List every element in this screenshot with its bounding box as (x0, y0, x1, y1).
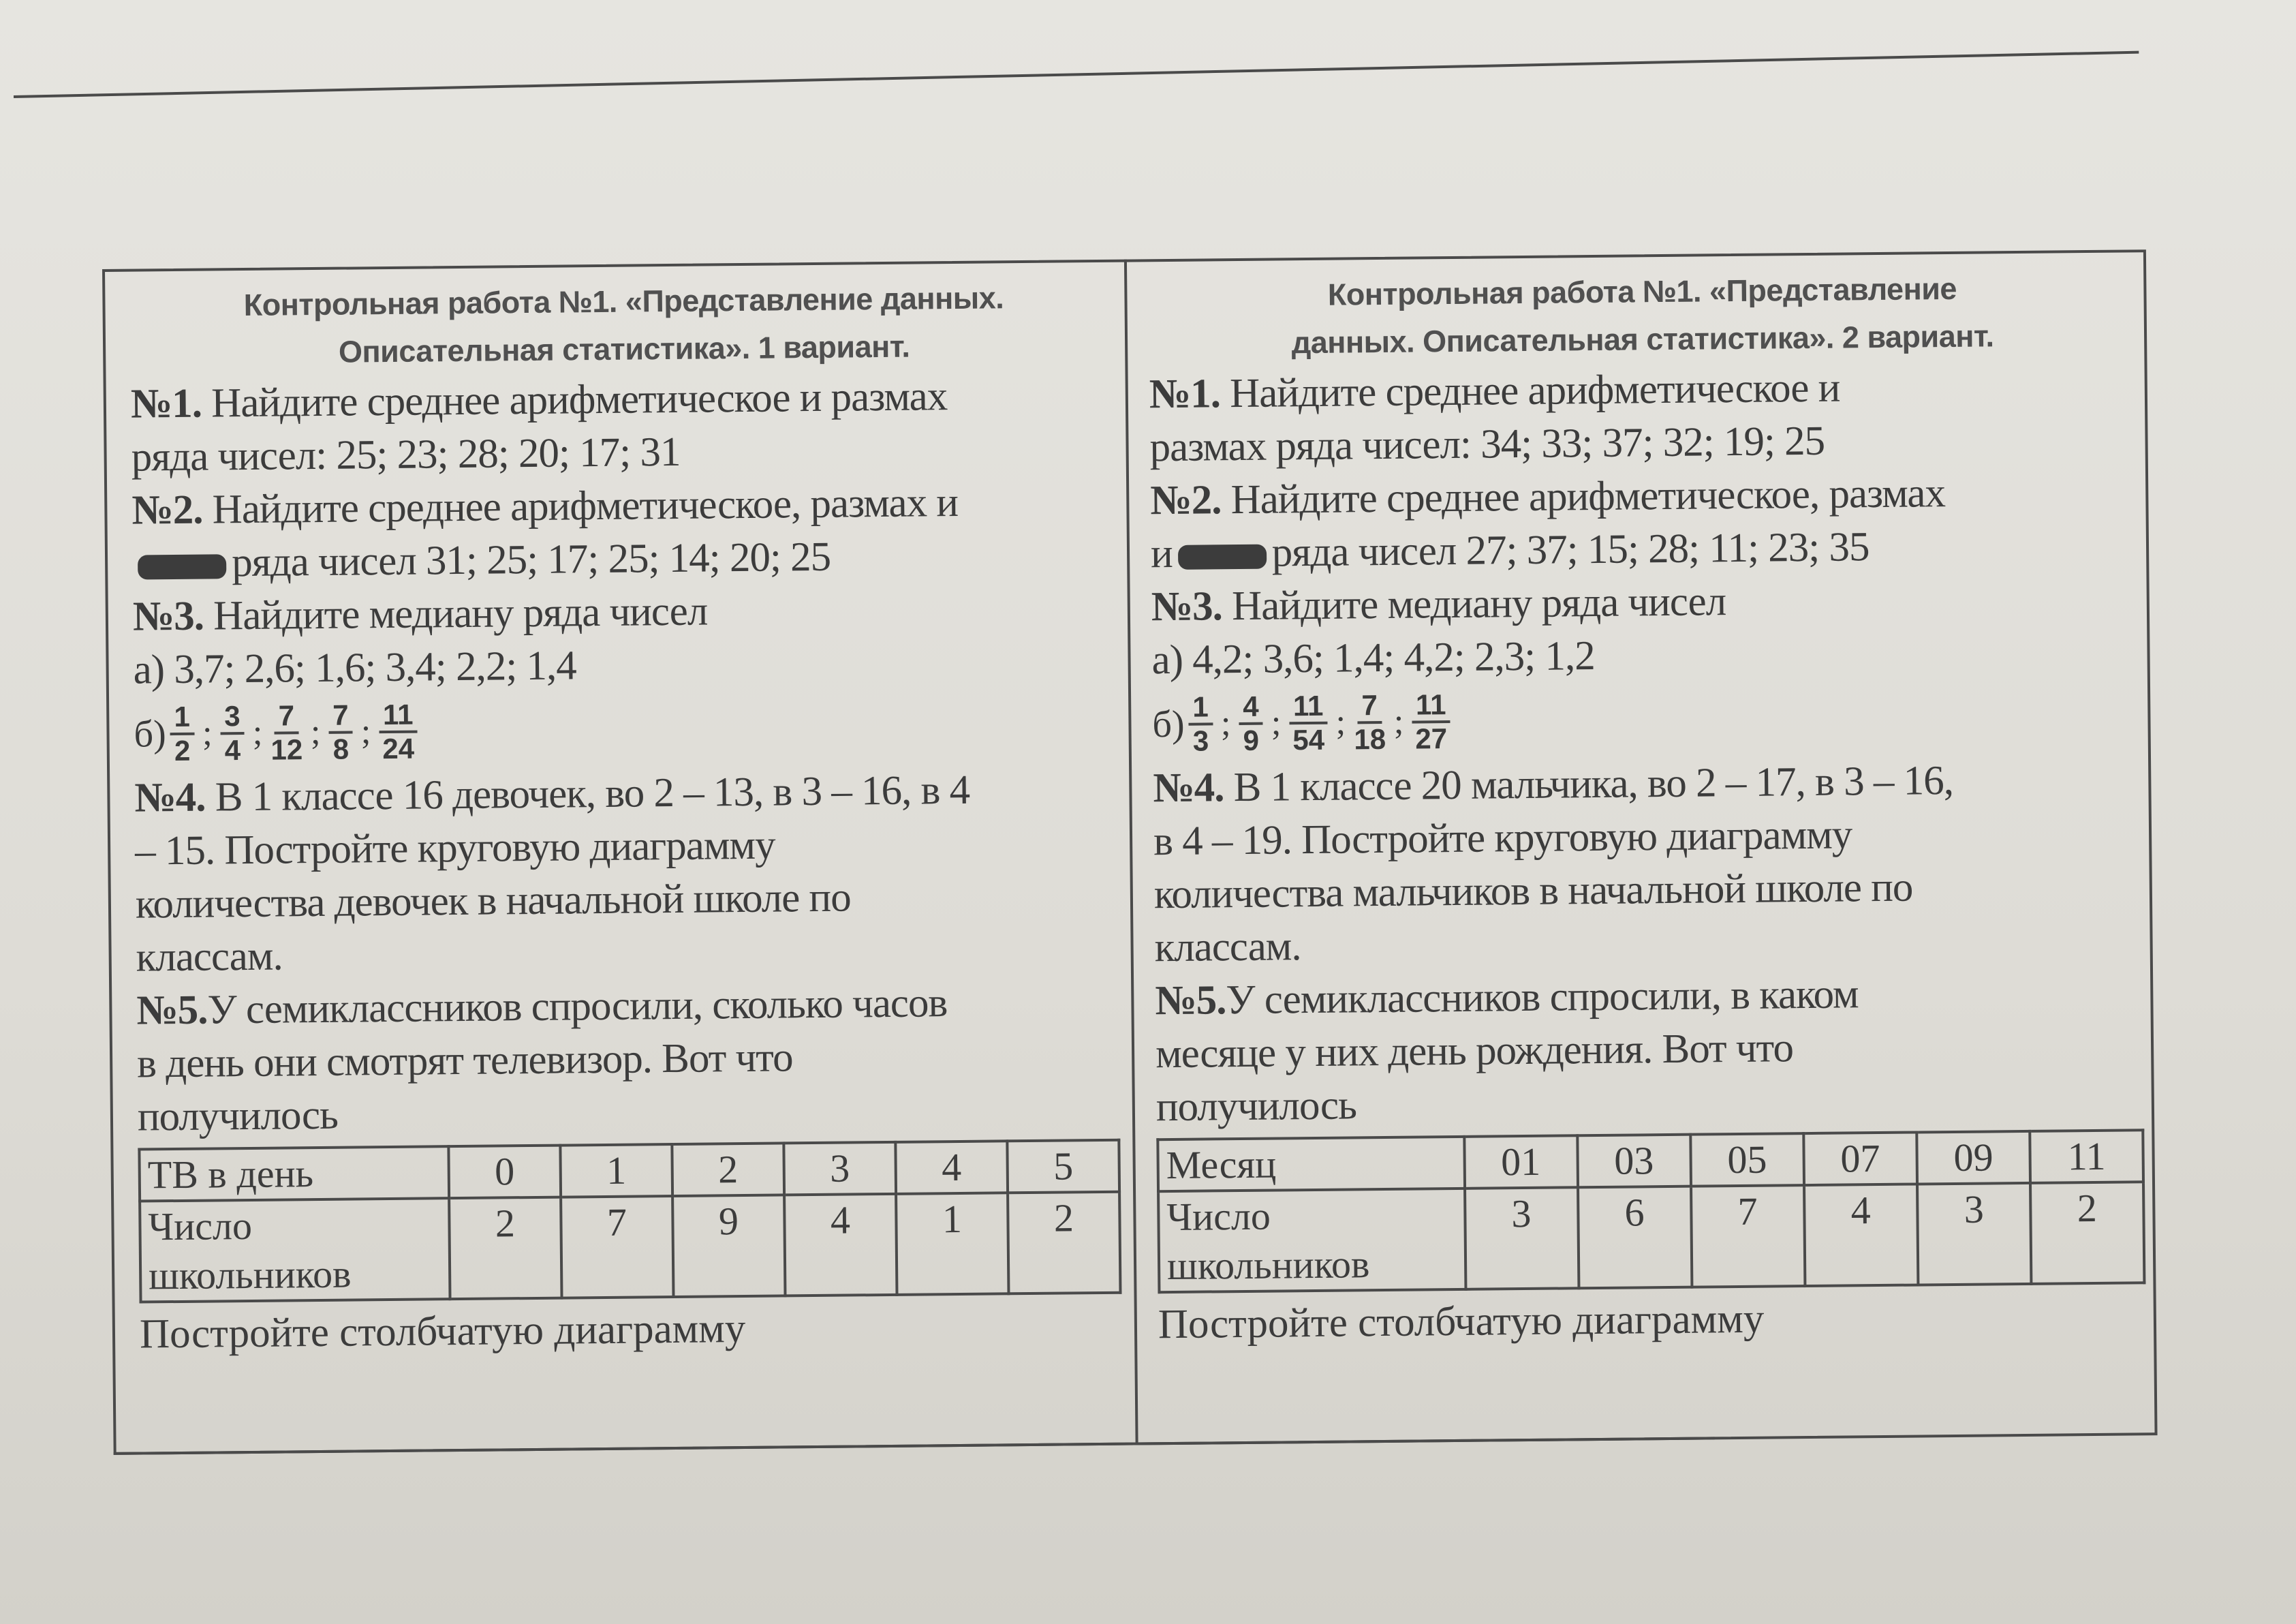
item-label: б) (1152, 703, 1185, 746)
variant-2-title (1148, 263, 2137, 368)
fraction (270, 700, 303, 765)
title-line-1: Контрольная работа №1. «Представление (1327, 271, 1957, 312)
task-3 (1151, 571, 2139, 634)
task-4-line-4: классам. (1154, 923, 1301, 971)
task-number: №2. (1150, 477, 1222, 524)
fraction (1289, 690, 1328, 756)
title-line-2: Описательная статистика». 1 вариант. (338, 328, 910, 369)
denominator: 2 (174, 734, 191, 767)
task-3a: а) 3,7; 2,6; 1,6; 3,4; 2,2; 1,4 (133, 643, 577, 693)
task-number: №3. (132, 593, 204, 640)
fraction (1188, 691, 1213, 756)
task-number: №3. (1151, 583, 1223, 630)
denominator: 18 (1354, 722, 1386, 756)
numerator: 4 (1239, 691, 1263, 725)
task-1 (1149, 358, 2137, 421)
task-text: Найдите среднее арифметическое, размах (1221, 470, 1946, 523)
numerator: 7 (328, 700, 353, 734)
birth-month-table (1156, 1129, 2145, 1293)
row-header: Месяц (1158, 1137, 1464, 1191)
task-number: №5. (1155, 977, 1226, 1024)
separator: ; (202, 714, 213, 753)
task-text: У семиклассников спросили, в каком (1226, 971, 1859, 1024)
table-cell: 9 (672, 1195, 785, 1297)
variant-1-column (129, 273, 1128, 1362)
table-cell: 03 (1577, 1135, 1691, 1188)
table-cell: 01 (1464, 1135, 1578, 1189)
table-cell: 07 (1803, 1132, 1917, 1185)
separator: ; (310, 712, 321, 752)
task-2-numbers (132, 528, 1121, 591)
table-cell: 5 (1007, 1140, 1119, 1193)
table-cell: 3 (1465, 1187, 1579, 1289)
title-line-2: данных. Описательная статистика». 2 вариант. (1291, 318, 1994, 361)
fraction (1239, 691, 1263, 756)
separator: ; (1335, 703, 1346, 742)
task-2-numbers (1151, 518, 2139, 581)
task-text: У семиклассников спросили, сколько часов (207, 980, 948, 1033)
row-header-line: школьников (148, 1251, 352, 1298)
task-text: В 1 классе 16 девочек, во 2 – 13, в 3 – 16, в 4 (205, 767, 970, 821)
task-3b (1152, 677, 2141, 762)
task-number: №5. (136, 987, 208, 1034)
task-4 (134, 763, 1123, 825)
task-text: Найдите медиану ряда чисел (1222, 579, 1726, 630)
task-text: и (1150, 530, 1173, 577)
task-4-line-2: – 15. Постройте круговую диаграмму (134, 822, 775, 874)
task-5-instruction: Постройте столбчатую диаграмму (139, 1306, 746, 1358)
task-number: №1. (130, 380, 202, 427)
denominator: 54 (1292, 723, 1325, 756)
tv-hours-table (138, 1139, 1121, 1304)
denominator: 3 (1192, 724, 1209, 757)
table-cell: 3 (784, 1142, 896, 1195)
fraction (170, 701, 194, 767)
task-3a: а) 4,2; 3,6; 1,4; 4,2; 2,3; 1,2 (1151, 632, 1596, 684)
task-1 (131, 369, 1119, 431)
denominator: 24 (382, 732, 415, 765)
numerator: 3 (220, 701, 245, 735)
numerator: 1 (1188, 691, 1213, 725)
table-cell: 3 (1917, 1183, 2031, 1285)
table-row (140, 1192, 1120, 1302)
test-sheet (102, 249, 2158, 1455)
separator: ; (252, 713, 263, 752)
title-line-1: Контрольная работа №1. «Представление данных. (243, 280, 1004, 323)
task-number: №4. (1153, 765, 1224, 812)
row-header (140, 1198, 450, 1302)
task-text: ряда чисел 27; 37; 15; 28; 11; 23; 35 (1271, 524, 1870, 576)
task-text: В 1 классе 20 мальчика, во 2 – 17, в 3 – 16, (1224, 757, 1954, 811)
task-number: №2. (131, 487, 203, 534)
task-5-instruction: Постройте столбчатую диаграмму (1158, 1296, 1765, 1348)
denominator: 12 (270, 733, 303, 766)
table-cell: 0 (448, 1146, 561, 1199)
task-5-line-3: получилось (1155, 1082, 1357, 1131)
top-rule-line (14, 51, 2139, 98)
task-5 (1155, 965, 2143, 1028)
row-header-line: Число (148, 1203, 253, 1249)
numerator: 7 (1357, 690, 1382, 724)
fraction (1412, 689, 1450, 755)
table-cell: 1 (896, 1193, 1008, 1295)
fraction (379, 699, 418, 765)
task-5 (136, 975, 1125, 1038)
fraction (220, 701, 245, 766)
numerator: 11 (379, 699, 418, 734)
table-cell: 7 (561, 1196, 673, 1298)
item-label: б) (134, 713, 166, 756)
row-header (1158, 1189, 1465, 1292)
task-4-line-2: в 4 – 19. Постройте круговую диаграмму (1153, 812, 1852, 865)
denominator: 8 (332, 733, 350, 765)
fraction (328, 700, 353, 765)
task-5-line-3: получилось (137, 1092, 339, 1140)
table-cell: 05 (1690, 1133, 1804, 1186)
table-cell: 7 (1691, 1185, 1805, 1287)
denominator: 4 (224, 734, 241, 767)
task-3 (133, 581, 1121, 644)
table-row (139, 1140, 1119, 1201)
task-text: Найдите среднее арифметическое и размах (201, 373, 948, 427)
table-cell: 4 (784, 1194, 897, 1296)
task-2 (131, 475, 1120, 538)
table-cell: 11 (2030, 1130, 2143, 1183)
row-header: ТВ в день (139, 1146, 449, 1201)
numerator: 1 (170, 701, 194, 735)
task-text: Найдите среднее арифметическое, размах и (202, 479, 959, 533)
variant-2-column (1148, 263, 2146, 1352)
ink-blot (138, 554, 226, 579)
task-5-line-2: месяце у них день рождения. Вот что (1155, 1025, 1794, 1077)
task-1-numbers: размах ряда чисел: 34; 33; 37; 32; 19; 25 (1149, 418, 1825, 471)
table-cell: 1 (560, 1144, 672, 1197)
numerator: 7 (275, 700, 299, 734)
task-4 (1153, 752, 2141, 815)
table-cell: 4 (895, 1141, 1008, 1194)
denominator: 27 (1415, 722, 1448, 755)
table-cell: 6 (1578, 1186, 1692, 1289)
separator: ; (360, 712, 371, 752)
task-4-line-3: количества мальчиков в начальной школе по (1153, 864, 1913, 918)
denominator: 9 (1243, 724, 1260, 756)
task-1-numbers: ряда чисел: 25; 23; 28; 20; 17; 31 (131, 429, 681, 480)
table-row (1158, 1182, 2144, 1292)
numerator: 11 (1412, 689, 1450, 724)
table-cell: 2 (672, 1143, 784, 1196)
separator: ; (1393, 702, 1404, 741)
table-cell: 2 (2030, 1182, 2144, 1284)
numerator: 11 (1289, 690, 1328, 725)
table-row (1158, 1130, 2143, 1191)
task-text: Найдите медиану ряда чисел (203, 588, 708, 639)
row-header-line: Число (1166, 1193, 1271, 1240)
task-4-line-4: классам. (136, 933, 283, 981)
separator: ; (1271, 703, 1282, 743)
task-number: №4. (134, 774, 206, 821)
separator: ; (1220, 704, 1231, 744)
fraction (1354, 690, 1386, 755)
task-number: №1. (1149, 371, 1221, 418)
variant-1-title (129, 273, 1118, 378)
task-4-line-3: количества девочек в начальной школе по (135, 874, 851, 928)
ink-blot (1178, 545, 1267, 570)
table-cell: 2 (449, 1197, 561, 1300)
task-3b (134, 688, 1122, 772)
table-cell: 4 (1804, 1184, 1918, 1286)
row-header-line: школьников (1166, 1242, 1370, 1289)
task-5-line-2: в день они смотрят телевизор. Вот что (136, 1035, 793, 1087)
task-text: ряда чисел 31; 25; 17; 25; 14; 20; 25 (231, 534, 831, 586)
task-text: Найдите среднее арифметическое и (1220, 365, 1840, 417)
table-cell: 09 (1917, 1131, 2030, 1184)
task-2 (1150, 465, 2139, 527)
table-cell: 2 (1008, 1192, 1120, 1294)
